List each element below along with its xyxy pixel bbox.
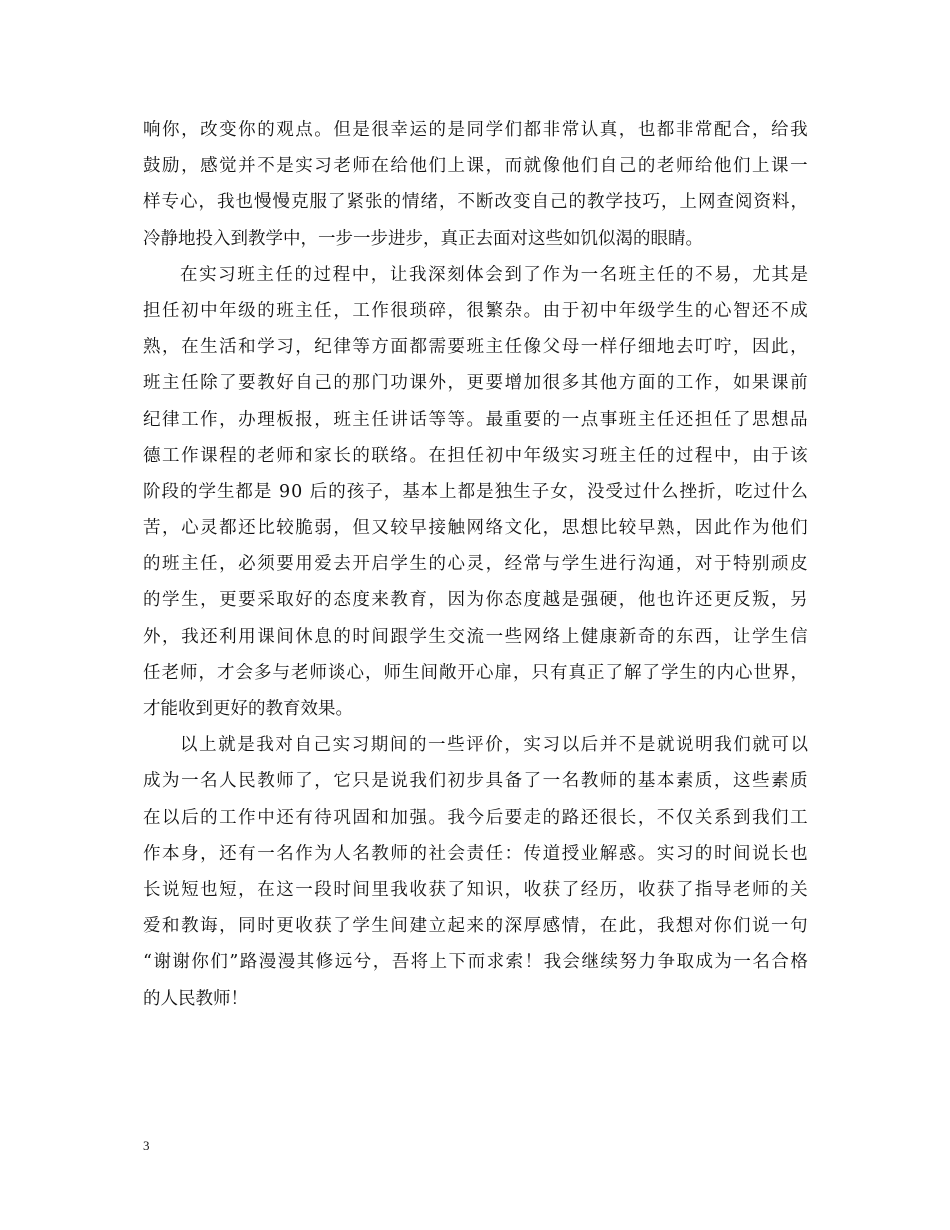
text-line: 纪 律 工 作 ， 办 理 板 报 ， 班 主 任 讲 话 等 等 。 最 重 要 的 一 点 事 班 主 任 还 担 任 了 思 想 品 [143, 409, 808, 430]
text-line: 苦 ， 心 灵 都 还 比 较 脆 弱 ， 但 又 较 早 接 触 网 络 文 化 ， 思 想 比 较 早 熟 ， 因 此 作 为 他 们 [143, 518, 808, 539]
text-line: 长 说 短 也 短 ， 在 这 一 段 时 间 里 我 收 获 了 知 识 ， 收 获 了 经 历 ， 收 获 了 指 导 老 师 的 关 [143, 879, 808, 900]
text-line: 才能收到更好的教育效果。 [143, 699, 353, 719]
text-line: 以 上 就 是 我 对 自 己 实 习 期 间 的 一 些 评 价 ， 实 习 以 后 并 不 是 就 说 明 我 们 就 可 以 [180, 735, 808, 756]
text-line: 阶 段 的 学 生 都 是 9 0 后 的 孩 子 ， 基 本 上 都 是 独 生 子 女 ， 没 受 过 什 么 挫 折 ， 吃 过 什 么 [143, 481, 808, 502]
text-line: 任 老 师 ， 才 会 多 与 老 师 谈 心 ， 师 生 间 敞 开 心 扉 ， 只 有 真 正 了 解 了 学 生 的 内 心 世 界 ， [143, 662, 808, 683]
page-number: 3 [143, 1138, 150, 1153]
body-text [143, 112, 808, 1017]
text-line: 德 工 作 课 程 的 老 师 和 家 长 的 联 络 。 在 担 任 初 中 年 级 实 习 班 主 任 的 过 程 中 ， 由 于 该 [143, 445, 808, 466]
text-line: 响 你 ， 改 变 你 的 观 点 。 但 是 很 幸 运 的 是 同 学 们 都 非 常 认 真 ， 也 都 非 常 配 合 ， 给 我 [143, 120, 808, 140]
text-line: 的 学 生 ， 更 要 采 取 好 的 态 度 来 教 育 ， 因 为 你 态 度 越 是 强 硬 ， 他 也 许 还 更 反 叛 ， 另 [143, 590, 808, 611]
text-line: 班 主 任 除 了 要 教 好 自 己 的 那 门 功 课 外 ， 更 要 增 加 很 多 其 他 方 面 的 工 作 ， 如 果 课 前 [143, 373, 808, 394]
text-line: 鼓 励 ， 感 觉 并 不 是 实 习 老 师 在 给 他 们 上 课 ， 而 就 像 他 们 自 己 的 老 师 给 他 们 上 课 一 [143, 156, 808, 177]
text-line: 在 实 习 班 主 任 的 过 程 中 ， 让 我 深 刻 体 会 到 了 作 为 一 名 班 主 任 的 不 易 ， 尤 其 是 [180, 264, 808, 285]
text-line: 冷静地投入到教学中，一步一步进步，真正去面对这些如饥似渴的眼睛。 [143, 228, 703, 249]
text-line: 成 为 一 名 人 民 教 师 了 ， 它 只 是 说 我 们 初 步 具 备 了 一 名 教 师 的 基 本 素 质 ， 这 些 素 质 [143, 771, 808, 792]
text-line: 外 ， 我 还 利 用 课 间 休 息 的 时 间 跟 学 生 交 流 一 些 网 络 上 健 康 新 奇 的 东 西 ， 让 学 生 信 [143, 626, 808, 647]
text-line: 的人民教师！ [143, 988, 248, 1009]
text-line: 样 专 心 ， 我 也 慢 慢 克 服 了 紧 张 的 情 绪 ， 不 断 改 变 自 己 的 教 学 技 巧 ， 上 网 查 阅 资 料 ， [143, 192, 808, 213]
text-line: 担 任 初 中 年 级 的 班 主 任 ， 工 作 很 琐 碎 ， 很 繁 杂 。 由 于 初 中 年 级 学 生 的 心 智 还 不 成 [143, 300, 808, 321]
text-line: 的 班 主 任 ， 必 须 要 用 爱 去 开 启 学 生 的 心 灵 ， 经 常 与 学 生 进 行 沟 通 ， 对 于 特 别 顽 皮 [143, 554, 808, 575]
text-line: 在 以 后 的 工 作 中 还 有 待 巩 固 和 加 强 。 我 今 后 要 走 的 路 还 很 长 ， 不 仅 关 系 到 我 们 工 [143, 807, 808, 828]
text-line: 作 本 身 ， 还 有 一 名 作 为 人 名 教 师 的 社 会 责 任 ： 传 道 授 业 解 惑 。 实 习 的 时 间 说 长 也 [143, 843, 808, 864]
text-line: “ 谢 谢 你 们 ” 路 漫 漫 其 修 远 兮 ， 吾 将 上 下 而 求 索 ！ 我 会 继 续 努 力 争 取 成 为 一 名 合 格 [143, 952, 808, 973]
text-line: 爱 和 教 诲 ， 同 时 更 收 获 了 学 生 间 建 立 起 来 的 深 厚 感 情 ， 在 此 ， 我 想 对 你 们 说 一 句 [143, 916, 808, 937]
text-line: 熟 ， 在 生 活 和 学 习 ， 纪 律 等 方 面 都 需 要 班 主 任 像 父 母 一 样 仔 细 地 去 叮 咛 ， 因 此 ， [143, 337, 808, 358]
